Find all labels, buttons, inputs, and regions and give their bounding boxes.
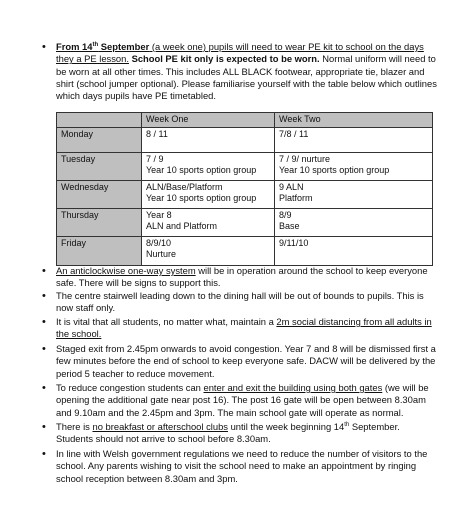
day-cell: Tuesday [57,153,142,181]
pe-rest-text: Normal uniform will need to be worn at all other times. This includes ALL BLACK footwear, appropriate tie, blazer and shirt (school jumper optional). Please familiarise yourself with the table below which outlines which days pupils have PE timetabled. [56,53,437,102]
gates-pre: To reduce congestion students can [56,382,204,393]
table-row [57,237,433,266]
breakfast-mid: until the week beginning 14 [227,421,345,432]
bullet-visitors: • In line with Welsh government regulations we need to reduce the number of visitors to the school. Any parents wishing to visit the school need to make an appointment by ringing school reception between 8.30am and 3pm. [56,448,438,485]
pe-timetable [56,112,433,266]
bullet-gates [56,382,438,419]
table-row [57,153,433,181]
week-one-cell: ALN/Base/Platform Year 10 sports option group [142,181,275,209]
bullet-stairwell: • The centre stairwell leading down to the dining hall will be out of bounds to pupils. This is now staff only. [56,290,438,315]
day-cell: Friday [57,237,142,266]
header-week-two: Week Two [275,113,433,128]
bullet-one-way [56,265,438,290]
table-row [57,181,433,209]
gates-rest: (we will be opening the additional gate near post 16). The post 16 gate will be open between 8.30am and 9.10am and the 2.45pm and 3pm. The main school gate will operate as normal. [56,382,429,418]
bullet-breakfast [56,421,438,446]
week-two-cell: 8/9 Base [275,209,433,237]
breakfast-rest: September. Students should not arrive to school before 8.30am. [56,421,400,445]
week-one-cell: 8/9/10 Nurture [142,237,275,266]
day-cell: Monday [57,128,142,153]
table-row [57,128,433,153]
header-week-one: Week One [142,113,275,128]
bullet-distancing [56,316,438,341]
distancing-underlined: 2m social distancing from all adults in the school. [56,316,432,340]
bullet-staged-exit: • Staged exit from 2.45pm onwards to avoid congestion. Year 7 and 8 will be dismissed first a few minutes before the end of school to keep everyone safe. DACW will be delivered by the period 5 teacher to reduce movement. [56,343,438,380]
day-cell: Wednesday [57,181,142,209]
week-one-cell: 8 / 11 [142,128,275,153]
breakfast-underlined: no breakfast or afterschool clubs [92,421,228,432]
week-two-cell: 7/8 / 11 [275,128,433,153]
week-two-cell: 9 ALN Platform [275,181,433,209]
week-two-cell: 7 / 9/ nurture Year 10 sports option group [275,153,433,181]
pe-kit-bold-text: School PE kit only is expected to be worn. [128,53,320,65]
header-blank [57,113,142,128]
pe-date-text: From 14th September [56,41,150,52]
distancing-pre: It is vital that all students, no matter what, maintain a [56,316,277,327]
week-two-cell: 9/11/10 [275,237,433,266]
one-way-underlined: An anticlockwise one-way system [56,265,196,276]
day-cell: Thursday [57,209,142,237]
one-way-rest: will be in operation around the school to keep everyone safe. There will be signs to support this. [56,265,428,289]
breakfast-pre: There is [56,421,93,432]
bullet-pe-kit [56,41,438,102]
week-one-cell: Year 8 ALN and Platform [142,209,275,237]
table-row [57,209,433,237]
table-header-row [57,113,433,128]
week-one-cell: 7 / 9 Year 10 sports option group [142,153,275,181]
gates-underlined: enter and exit the building using both gates [203,382,383,393]
breakfast-sup: th [344,421,350,428]
pe-lead-text: (a week one) pupils will need to wear PE kit to school on the days they a PE lesson. [56,41,424,65]
